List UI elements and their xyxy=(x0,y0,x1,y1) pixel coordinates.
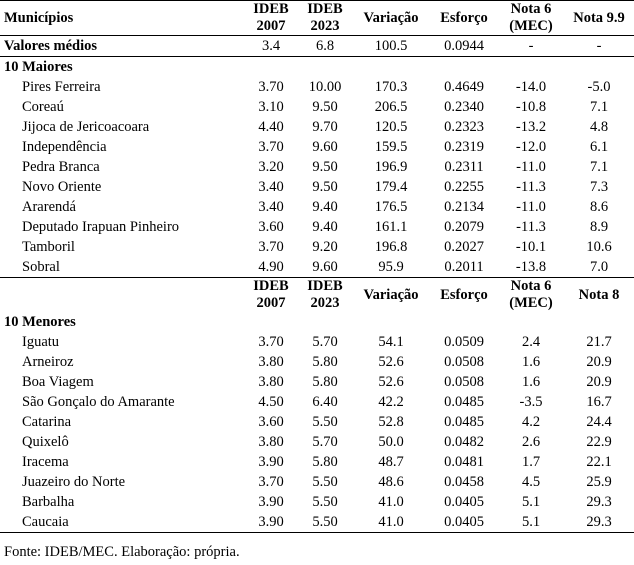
cell: 20.9 xyxy=(586,354,612,370)
table-header-row-2 xyxy=(0,278,634,313)
header-nota-8: Nota 8 xyxy=(578,286,620,303)
cell: 3.40 xyxy=(258,179,284,195)
municipio-name: Ararendá xyxy=(22,199,76,215)
table-row xyxy=(0,472,634,492)
cell: 179.4 xyxy=(374,179,408,195)
cell: 170.3 xyxy=(374,79,408,95)
cell: 3.70 xyxy=(258,79,284,95)
table-row xyxy=(0,117,634,137)
group-title-maiores: 10 Maiores xyxy=(4,59,73,75)
cell: 0.2079 xyxy=(444,219,484,235)
cell: 9.60 xyxy=(312,259,338,275)
cell: 0.2255 xyxy=(444,179,484,195)
cell: 4.8 xyxy=(589,119,609,135)
cell: 9.60 xyxy=(312,139,338,155)
cell: 3.4 xyxy=(261,38,281,54)
cell: 7.1 xyxy=(589,99,609,115)
municipio-name: Iracema xyxy=(22,454,69,470)
cell: -13.2 xyxy=(515,119,547,135)
cell: 3.80 xyxy=(258,354,284,370)
cell: 3.60 xyxy=(258,219,284,235)
cell: 25.9 xyxy=(586,474,612,490)
table-row xyxy=(0,352,634,372)
cell: 5.80 xyxy=(312,354,338,370)
cell: -10.1 xyxy=(515,239,547,255)
table-row xyxy=(0,197,634,217)
cell: 16.7 xyxy=(586,394,612,410)
cell: 0.2134 xyxy=(444,199,484,215)
table-row xyxy=(0,257,634,278)
table-row xyxy=(0,97,634,117)
cell: 29.3 xyxy=(586,494,612,510)
cell: 0.0485 xyxy=(444,414,484,430)
cell: 2.6 xyxy=(521,434,541,450)
cell: 6.1 xyxy=(589,139,609,155)
source-note: Fonte: IDEB/MEC. Elaboração: própria. xyxy=(4,544,240,560)
table-header-row xyxy=(0,1,634,36)
cell: 29.3 xyxy=(586,514,612,530)
table-row xyxy=(0,217,634,237)
cell: 7.3 xyxy=(589,179,609,195)
cell: 0.0405 xyxy=(444,514,484,530)
cell: 0.0485 xyxy=(444,394,484,410)
cell: 0.0405 xyxy=(444,494,484,510)
cell: 100.5 xyxy=(374,38,408,54)
cell: 10.00 xyxy=(308,79,342,95)
cell: -3.5 xyxy=(519,394,543,410)
cell: 50.0 xyxy=(378,434,404,450)
cell: 7.1 xyxy=(589,159,609,175)
cell: 5.1 xyxy=(521,514,541,530)
cell: 0.0458 xyxy=(444,474,484,490)
cell: 3.10 xyxy=(258,99,284,115)
cell: 159.5 xyxy=(374,139,408,155)
cell: 0.2311 xyxy=(444,159,484,175)
municipio-name: Pedra Branca xyxy=(22,159,100,175)
cell: 206.5 xyxy=(374,99,408,115)
cell: 4.50 xyxy=(258,394,284,410)
cell: 0.0482 xyxy=(444,434,484,450)
cell: 6.8 xyxy=(315,38,335,54)
header-ideb-2007: IDEB 2007 xyxy=(253,1,289,34)
municipio-name: Jijoca de Jericoacoara xyxy=(22,119,150,135)
cell: 176.5 xyxy=(374,199,408,215)
cell: 0.0508 xyxy=(444,374,484,390)
cell: 5.50 xyxy=(312,474,338,490)
table-row xyxy=(0,492,634,512)
municipio-name: Arneiroz xyxy=(22,354,74,370)
municipio-name: Caucaia xyxy=(22,514,69,530)
cell: 41.0 xyxy=(378,514,404,530)
header-variacao: Variação xyxy=(363,286,419,303)
cell: 5.70 xyxy=(312,334,338,350)
header-esforco: Esforço xyxy=(440,286,488,303)
cell: 0.4649 xyxy=(444,79,484,95)
cell: 3.70 xyxy=(258,239,284,255)
cell: 22.1 xyxy=(586,454,612,470)
municipio-name: Quixelô xyxy=(22,434,69,450)
cell: 9.50 xyxy=(312,99,338,115)
cell: -12.0 xyxy=(515,139,547,155)
municipio-name: Sobral xyxy=(22,259,60,275)
cell: 3.90 xyxy=(258,454,284,470)
cell: 0.0481 xyxy=(444,454,484,470)
cell: 5.80 xyxy=(312,374,338,390)
cell: 9.50 xyxy=(312,179,338,195)
cell: 4.5 xyxy=(521,474,541,490)
cell: 120.5 xyxy=(374,119,408,135)
header-ideb-2007: IDEB 2007 xyxy=(253,278,289,311)
cell: 1.6 xyxy=(521,354,541,370)
cell: 52.8 xyxy=(378,414,404,430)
municipio-name: Novo Oriente xyxy=(22,179,102,195)
cell: -10.8 xyxy=(515,99,547,115)
cell: 0.2027 xyxy=(444,239,484,255)
cell: 52.6 xyxy=(378,374,404,390)
cell: 2.4 xyxy=(521,334,541,350)
cell: 54.1 xyxy=(378,334,404,350)
table-row xyxy=(0,372,634,392)
header-municipios: Municípios xyxy=(4,9,74,26)
municipio-name: Deputado Irapuan Pinheiro xyxy=(22,219,180,235)
cell: 42.2 xyxy=(378,394,404,410)
municipio-name: Tamboril xyxy=(22,239,75,255)
cell: 48.6 xyxy=(378,474,404,490)
cell: 3.90 xyxy=(258,514,284,530)
cell: 5.50 xyxy=(312,514,338,530)
cell: 0.0509 xyxy=(444,334,484,350)
cell: 9.40 xyxy=(312,219,338,235)
cell: 8.6 xyxy=(589,199,609,215)
cell: 4.2 xyxy=(521,414,541,430)
header-nota-6: Nota 6 (MEC) xyxy=(509,278,553,311)
cell: 7.0 xyxy=(589,259,609,275)
table-row xyxy=(0,137,634,157)
group-title-menores: 10 Menores xyxy=(4,314,76,330)
group-title-row xyxy=(0,57,634,78)
municipio-name: Pires Ferreira xyxy=(22,79,101,95)
cell: -5.0 xyxy=(587,79,611,95)
cell: 196.9 xyxy=(374,159,408,175)
table-row xyxy=(0,432,634,452)
cell: 20.9 xyxy=(586,374,612,390)
cell: 3.60 xyxy=(258,414,284,430)
cell: 8.9 xyxy=(589,219,609,235)
cell: 3.80 xyxy=(258,374,284,390)
cell: - xyxy=(528,38,534,54)
cell: 196.8 xyxy=(374,239,408,255)
valores-medios-row xyxy=(0,36,634,57)
cell: 3.20 xyxy=(258,159,284,175)
table-row xyxy=(0,412,634,432)
cell: 21.7 xyxy=(586,334,612,350)
cell: -11.3 xyxy=(516,219,546,235)
cell: -11.3 xyxy=(516,179,546,195)
cell: -11.0 xyxy=(516,199,546,215)
cell: 3.40 xyxy=(258,199,284,215)
cell: -11.0 xyxy=(516,159,546,175)
table-row xyxy=(0,77,634,97)
cell: 4.40 xyxy=(258,119,284,135)
cell: 5.50 xyxy=(312,414,338,430)
cell: 1.6 xyxy=(521,374,541,390)
cell: 5.80 xyxy=(312,454,338,470)
cell: -13.8 xyxy=(515,259,547,275)
cell: 5.1 xyxy=(521,494,541,510)
group-title-row xyxy=(0,312,634,332)
cell: 3.70 xyxy=(258,334,284,350)
table-row xyxy=(0,157,634,177)
cell: 0.0944 xyxy=(444,38,484,54)
cell: 0.2319 xyxy=(444,139,484,155)
cell: 48.7 xyxy=(378,454,404,470)
header-esforco: Esforço xyxy=(440,9,488,26)
header-ideb-2023: IDEB 2023 xyxy=(307,278,343,311)
cell: 0.0508 xyxy=(444,354,484,370)
cell: 9.20 xyxy=(312,239,338,255)
municipio-name: Juazeiro do Norte xyxy=(22,474,126,490)
cell: 9.50 xyxy=(312,159,338,175)
table-row xyxy=(0,512,634,533)
cell: 5.50 xyxy=(312,494,338,510)
table-row xyxy=(0,332,634,352)
valores-medios-label: Valores médios xyxy=(4,38,98,54)
municipio-name: Independência xyxy=(22,139,107,155)
table-row xyxy=(0,177,634,197)
cell: -14.0 xyxy=(515,79,547,95)
header-nota-6: Nota 6 (MEC) xyxy=(509,1,553,34)
header-variacao: Variação xyxy=(363,9,419,26)
cell: 95.9 xyxy=(378,259,404,275)
cell: 9.70 xyxy=(312,119,338,135)
cell: 0.2323 xyxy=(444,119,484,135)
header-ideb-2023: IDEB 2023 xyxy=(307,1,343,34)
cell: 1.7 xyxy=(521,454,541,470)
municipio-name: São Gonçalo do Amarante xyxy=(22,394,175,410)
table-row xyxy=(0,237,634,257)
cell: 10.6 xyxy=(586,239,612,255)
cell: 22.9 xyxy=(586,434,612,450)
cell: 9.40 xyxy=(312,199,338,215)
cell: 3.70 xyxy=(258,474,284,490)
municipio-name: Coreaú xyxy=(22,99,64,115)
table-row xyxy=(0,452,634,472)
municipio-name: Iguatu xyxy=(22,334,60,350)
cell: 3.80 xyxy=(258,434,284,450)
table-row xyxy=(0,392,634,412)
cell: 52.6 xyxy=(378,354,404,370)
municipio-name: Barbalha xyxy=(22,494,75,510)
header-blank xyxy=(0,278,244,313)
cell: 161.1 xyxy=(374,219,408,235)
municipio-name: Boa Viagem xyxy=(22,374,94,390)
cell: 6.40 xyxy=(312,394,338,410)
cell: 41.0 xyxy=(378,494,404,510)
header-nota-last: Nota 9.9 xyxy=(573,9,625,26)
cell: 3.70 xyxy=(258,139,284,155)
cell: 3.90 xyxy=(258,494,284,510)
cell: 4.90 xyxy=(258,259,284,275)
cell: 0.2340 xyxy=(444,99,484,115)
cell: 24.4 xyxy=(586,414,612,430)
cell: 5.70 xyxy=(312,434,338,450)
cell: - xyxy=(596,38,602,54)
municipio-name: Catarina xyxy=(22,414,72,430)
cell: 0.2011 xyxy=(444,259,484,275)
